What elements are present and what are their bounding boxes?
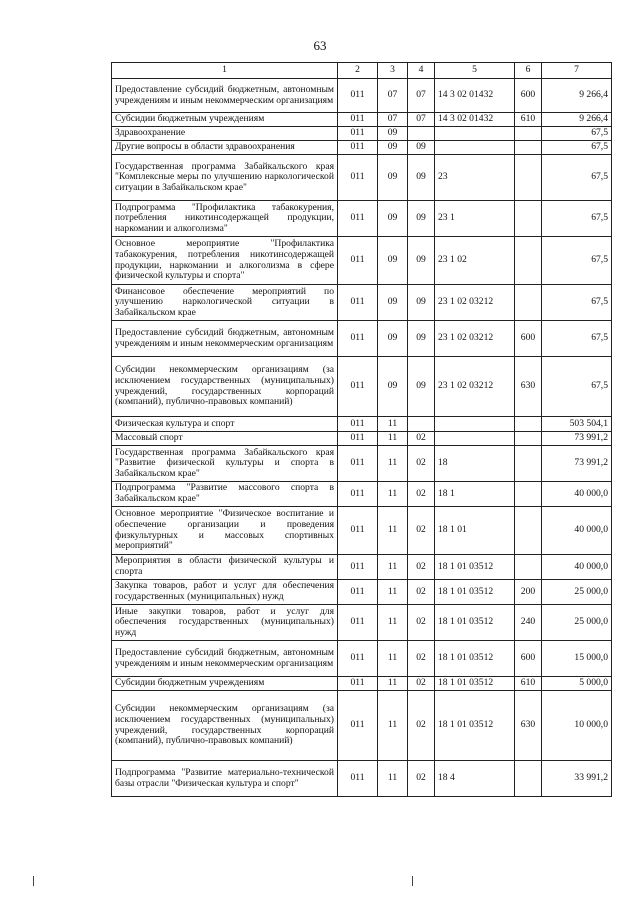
row-subsection: 09: [408, 357, 435, 417]
row-amount: 67,5: [542, 357, 612, 417]
scan-mark: [33, 876, 34, 886]
row-expense-type: 200: [515, 580, 542, 605]
table-row: [112, 446, 612, 482]
row-section: 11: [378, 507, 408, 555]
row-subsection: 02: [408, 507, 435, 555]
row-target-item: 18 1 01: [435, 507, 515, 555]
row-name: Другие вопросы в области здравоохранения: [112, 141, 338, 155]
row-amount: 5 000,0: [542, 677, 612, 691]
row-amount: 40 000,0: [542, 482, 612, 507]
table-row: [112, 605, 612, 641]
table-row: [112, 417, 612, 432]
row-name: Субсидии некоммерческим организациям (за исключением государственных (муниципальных) учреждений, государственных корпораций (компаний), публично-правовых компаний): [112, 691, 338, 761]
row-expense-type: [515, 141, 542, 155]
row-amount: 10 000,0: [542, 691, 612, 761]
row-target-item: 14 3 02 01432: [435, 113, 515, 127]
page-number: 63: [313, 38, 327, 53]
budget-table: [111, 62, 612, 797]
row-section: 11: [378, 482, 408, 507]
row-admin-code: 011: [338, 417, 378, 432]
row-target-item: 23: [435, 155, 515, 201]
table-row: [112, 201, 612, 237]
row-amount: 67,5: [542, 127, 612, 141]
table-row: [112, 141, 612, 155]
row-name: Государственная программа Забайкальского края "Развитие физической культуры и спорта в Забайкальском крае": [112, 446, 338, 482]
row-section: 09: [378, 357, 408, 417]
row-section: 09: [378, 237, 408, 285]
row-amount: 25 000,0: [542, 580, 612, 605]
row-target-item: [435, 432, 515, 446]
row-section: 11: [378, 691, 408, 761]
row-expense-type: [515, 155, 542, 201]
table-row: [112, 482, 612, 507]
row-subsection: 02: [408, 605, 435, 641]
row-amount: 25 000,0: [542, 605, 612, 641]
row-expense-type: 630: [515, 691, 542, 761]
row-subsection: 02: [408, 641, 435, 677]
table-row: [112, 761, 612, 797]
row-admin-code: 011: [338, 482, 378, 507]
row-name: Закупка товаров, работ и услуг для обеспечения государственных (муниципальных) нужд: [112, 580, 338, 605]
row-target-item: 23 1 02 03212: [435, 321, 515, 357]
header-cell: 4: [408, 63, 435, 79]
header-cell: 5: [435, 63, 515, 79]
row-subsection: [408, 127, 435, 141]
table-row: [112, 580, 612, 605]
row-amount: 67,5: [542, 141, 612, 155]
row-admin-code: 011: [338, 321, 378, 357]
row-subsection: 09: [408, 201, 435, 237]
row-name: Предоставление субсидий бюджетным, автономным учреждениям и иным некоммерческим организациям: [112, 79, 338, 113]
table-row: [112, 507, 612, 555]
row-target-item: [435, 141, 515, 155]
table-row: [112, 555, 612, 580]
row-admin-code: 011: [338, 555, 378, 580]
row-target-item: 18 1 01 03512: [435, 580, 515, 605]
row-subsection: 02: [408, 432, 435, 446]
row-subsection: 02: [408, 677, 435, 691]
row-admin-code: 011: [338, 357, 378, 417]
header-cell: 2: [338, 63, 378, 79]
row-section: 11: [378, 580, 408, 605]
row-name: Массовый спорт: [112, 432, 338, 446]
row-admin-code: 011: [338, 677, 378, 691]
row-amount: 9 266,4: [542, 79, 612, 113]
row-admin-code: 011: [338, 580, 378, 605]
row-target-item: 18 1 01 03512: [435, 641, 515, 677]
row-subsection: 02: [408, 446, 435, 482]
scan-mark: [412, 876, 413, 886]
row-admin-code: 011: [338, 761, 378, 797]
row-expense-type: 600: [515, 641, 542, 677]
row-target-item: 18 4: [435, 761, 515, 797]
table-header-row: [112, 63, 612, 79]
row-target-item: 18 1 01 03512: [435, 605, 515, 641]
row-subsection: 07: [408, 113, 435, 127]
row-target-item: 18 1: [435, 482, 515, 507]
row-amount: 73 991,2: [542, 432, 612, 446]
row-target-item: 14 3 02 01432: [435, 79, 515, 113]
row-expense-type: 610: [515, 677, 542, 691]
row-target-item: 18 1 01 03512: [435, 691, 515, 761]
row-amount: 67,5: [542, 285, 612, 321]
row-section: 09: [378, 141, 408, 155]
row-expense-type: [515, 507, 542, 555]
row-name: Основное мероприятие "Профилактика табакокурения, потребления никотинсодержащей продукции, наркомании и алкоголизма в сфере физической культуры и спорта": [112, 237, 338, 285]
row-expense-type: 630: [515, 357, 542, 417]
row-admin-code: 011: [338, 237, 378, 285]
row-subsection: 02: [408, 555, 435, 580]
table-row: [112, 285, 612, 321]
row-name: Основное мероприятие "Физическое воспитание и обеспечение организации и проведения физкультурных и массовых спортивных мероприятий": [112, 507, 338, 555]
row-subsection: 02: [408, 580, 435, 605]
row-expense-type: 610: [515, 113, 542, 127]
row-name: Предоставление субсидий бюджетным, автономным учреждениям и иным некоммерческим организациям: [112, 641, 338, 677]
table-row: [112, 127, 612, 141]
row-target-item: 18 1 01 03512: [435, 677, 515, 691]
row-amount: 73 991,2: [542, 446, 612, 482]
row-expense-type: [515, 432, 542, 446]
row-amount: 40 000,0: [542, 555, 612, 580]
row-amount: 67,5: [542, 155, 612, 201]
row-subsection: 09: [408, 285, 435, 321]
row-subsection: 02: [408, 691, 435, 761]
row-admin-code: 011: [338, 605, 378, 641]
row-expense-type: [515, 237, 542, 285]
row-target-item: [435, 127, 515, 141]
row-amount: 15 000,0: [542, 641, 612, 677]
row-amount: 33 991,2: [542, 761, 612, 797]
row-expense-type: 600: [515, 321, 542, 357]
row-section: 07: [378, 79, 408, 113]
row-name: Финансовое обеспечение мероприятий по улучшению наркологической ситуации в Забайкальском крае: [112, 285, 338, 321]
row-admin-code: 011: [338, 113, 378, 127]
table-row: [112, 321, 612, 357]
row-admin-code: 011: [338, 79, 378, 113]
row-expense-type: [515, 201, 542, 237]
row-subsection: 09: [408, 237, 435, 285]
row-amount: 503 504,1: [542, 417, 612, 432]
row-section: 11: [378, 432, 408, 446]
row-target-item: 23 1 02: [435, 237, 515, 285]
row-subsection: 02: [408, 761, 435, 797]
row-expense-type: [515, 417, 542, 432]
row-admin-code: 011: [338, 507, 378, 555]
header-cell: 7: [542, 63, 612, 79]
header-cell: 6: [515, 63, 542, 79]
row-admin-code: 011: [338, 127, 378, 141]
row-amount: 67,5: [542, 201, 612, 237]
row-amount: 9 266,4: [542, 113, 612, 127]
row-section: 11: [378, 417, 408, 432]
row-name: Субсидии бюджетным учреждениям: [112, 113, 338, 127]
row-name: Иные закупки товаров, работ и услуг для обеспечения государственных (муниципальных) нужд: [112, 605, 338, 641]
row-target-item: 23 1: [435, 201, 515, 237]
row-section: 09: [378, 201, 408, 237]
row-expense-type: [515, 446, 542, 482]
row-target-item: 18 1 01 03512: [435, 555, 515, 580]
row-amount: 67,5: [542, 237, 612, 285]
row-section: 07: [378, 113, 408, 127]
table-row: [112, 691, 612, 761]
row-expense-type: [515, 482, 542, 507]
row-admin-code: 011: [338, 446, 378, 482]
row-section: 11: [378, 761, 408, 797]
row-name: Предоставление субсидий бюджетным, автономным учреждениям и иным некоммерческим организациям: [112, 321, 338, 357]
row-name: Физическая культура и спорт: [112, 417, 338, 432]
row-section: 11: [378, 677, 408, 691]
header-cell: 3: [378, 63, 408, 79]
row-name: Подпрограмма "Профилактика табакокурения, потребления никотинсодержащей продукции, наркомании и алкоголизма": [112, 201, 338, 237]
row-admin-code: 011: [338, 691, 378, 761]
row-name: Субсидии некоммерческим организациям (за исключением государственных (муниципальных) учреждений, государственных корпораций (компаний), публично-правовых компаний): [112, 357, 338, 417]
row-expense-type: 600: [515, 79, 542, 113]
row-section: 11: [378, 446, 408, 482]
table-row: [112, 113, 612, 127]
row-section: 09: [378, 127, 408, 141]
row-amount: 40 000,0: [542, 507, 612, 555]
row-section: 09: [378, 155, 408, 201]
row-section: 09: [378, 321, 408, 357]
row-name: Подпрограмма "Развитие массового спорта в Забайкальском крае": [112, 482, 338, 507]
row-target-item: [435, 417, 515, 432]
table-row: [112, 432, 612, 446]
row-expense-type: [515, 127, 542, 141]
row-subsection: 02: [408, 482, 435, 507]
row-section: 11: [378, 605, 408, 641]
table-row: [112, 357, 612, 417]
row-subsection: 07: [408, 79, 435, 113]
row-admin-code: 011: [338, 432, 378, 446]
row-expense-type: [515, 555, 542, 580]
row-expense-type: [515, 285, 542, 321]
table-row: [112, 237, 612, 285]
row-name: Мероприятия в области физической культуры и спорта: [112, 555, 338, 580]
row-expense-type: [515, 761, 542, 797]
row-target-item: 18: [435, 446, 515, 482]
row-section: 09: [378, 285, 408, 321]
row-expense-type: 240: [515, 605, 542, 641]
row-name: Подпрограмма "Развитие материально-технической базы отрасли "Физическая культура и спорт": [112, 761, 338, 797]
row-subsection: 09: [408, 141, 435, 155]
row-subsection: 09: [408, 321, 435, 357]
row-admin-code: 011: [338, 141, 378, 155]
row-name: Здравоохранение: [112, 127, 338, 141]
row-amount: 67,5: [542, 321, 612, 357]
row-name: Субсидии бюджетным учреждениям: [112, 677, 338, 691]
row-admin-code: 011: [338, 155, 378, 201]
row-target-item: 23 1 02 03212: [435, 357, 515, 417]
row-subsection: [408, 417, 435, 432]
row-section: 11: [378, 641, 408, 677]
header-cell: 1: [112, 63, 338, 79]
table-row: [112, 79, 612, 113]
table-row: [112, 155, 612, 201]
row-target-item: 23 1 02 03212: [435, 285, 515, 321]
row-name: Государственная программа Забайкальского края "Комплексные меры по улучшению наркологической ситуации в Забайкальском крае": [112, 155, 338, 201]
row-admin-code: 011: [338, 285, 378, 321]
row-subsection: 09: [408, 155, 435, 201]
table-row: [112, 677, 612, 691]
row-admin-code: 011: [338, 641, 378, 677]
row-section: 11: [378, 555, 408, 580]
table-row: [112, 641, 612, 677]
row-admin-code: 011: [338, 201, 378, 237]
